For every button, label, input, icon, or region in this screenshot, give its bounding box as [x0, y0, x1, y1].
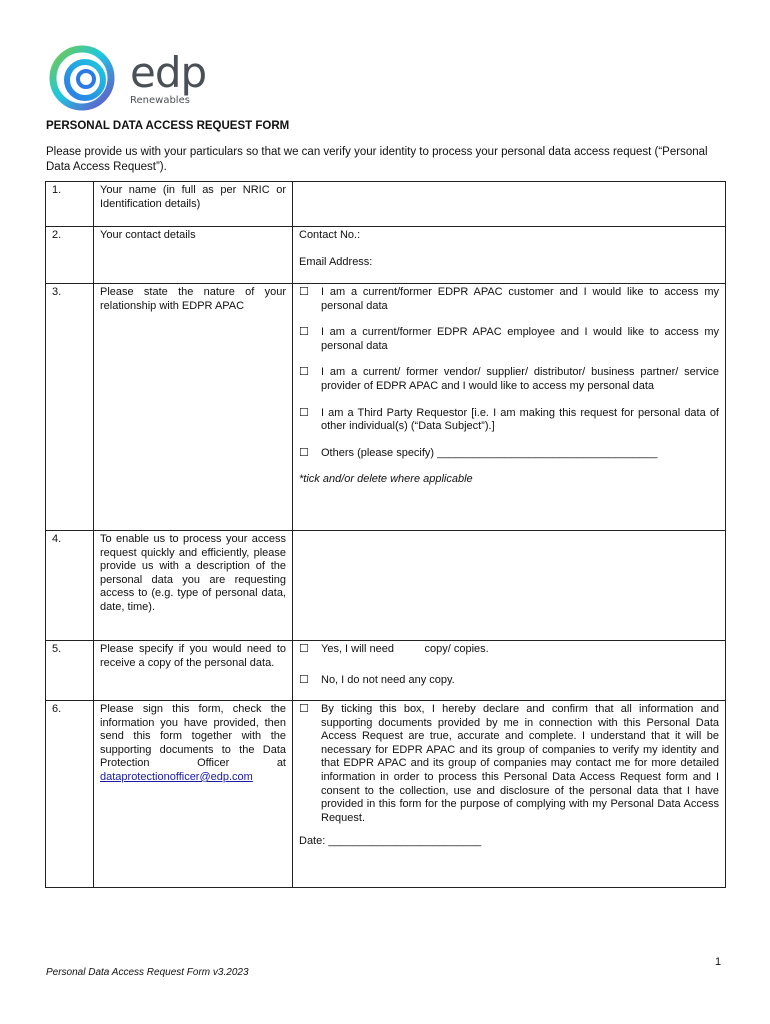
- row-label: Your name (in full as per NRIC or Identification details): [94, 182, 293, 227]
- email-address-label: Email Address:: [299, 255, 373, 268]
- declaration-text: By ticking this box, I hereby declare and confirm that all information and supporting documents provided by me in connection with this Personal Data Access Request are true, accurate and complete. I understand that it will be necessary for EDPR APAC and its group of companies to verify my identity and that EDPR APAC and its group of companies may contact me for more detailed information in order to process this Personal Data Access Request form and I consent to the collection, use and disclosure of the personal data that I have provided in this form for the purpose of complying with my Personal Data Access Request.: [321, 703, 719, 824]
- option-text: I am a current/former EDPR APAC employee and I would like to access my personal data: [321, 326, 719, 352]
- checkbox-icon[interactable]: ☐: [299, 446, 309, 459]
- sign-instruction: Please sign this form, check the information you have provided, then send this form together with the supporting documents to the Data Protection Officer at: [100, 703, 286, 770]
- logo-subtitle: Renewables: [130, 95, 190, 106]
- dpo-email-link[interactable]: dataprotectionofficer@edp.com: [100, 770, 253, 783]
- option-yes-copy[interactable]: [299, 643, 719, 657]
- declaration-option[interactable]: [299, 703, 719, 825]
- table-row: [46, 641, 726, 701]
- option-third-party[interactable]: [299, 407, 719, 434]
- request-form-table: [45, 181, 726, 888]
- row-number: 5.: [46, 641, 94, 701]
- date-field[interactable]: Date: _________________________: [299, 835, 482, 848]
- contact-number-label: Contact No.:: [299, 229, 361, 241]
- edp-renewables-logo: [46, 44, 206, 112]
- option-no-copy[interactable]: [299, 674, 719, 688]
- row-label: Please state the nature of your relationship with EDPR APAC: [94, 284, 293, 531]
- row-label: Your contact details: [94, 227, 293, 284]
- option-text: I am a current/former EDPR APAC customer and I would like to access my personal data: [321, 286, 719, 312]
- option-text: Yes, I will need copy/ copies.: [321, 643, 489, 655]
- edp-swirl-icon: [46, 44, 128, 112]
- contact-details-field[interactable]: [293, 227, 726, 284]
- logo-wordmark: edp: [130, 48, 207, 97]
- name-field[interactable]: [293, 182, 726, 227]
- form-title: PERSONAL DATA ACCESS REQUEST FORM: [46, 120, 290, 132]
- option-others[interactable]: [299, 447, 719, 461]
- tick-note: *tick and/or delete where applicable: [299, 473, 473, 486]
- table-row: [46, 227, 726, 284]
- table-row: [46, 182, 726, 227]
- table-row: [46, 284, 726, 531]
- option-customer[interactable]: [299, 286, 719, 313]
- data-description-field[interactable]: [293, 531, 726, 641]
- relationship-options: [293, 284, 726, 531]
- checkbox-icon[interactable]: ☐: [299, 673, 309, 686]
- option-text: I am a current/ former vendor/ supplier/ distributor/ business partner/ service provider of EDPR APAC and I would like to access my personal data: [321, 366, 719, 392]
- option-employee[interactable]: [299, 326, 719, 353]
- page-number: 1: [715, 956, 722, 968]
- row-number: 2.: [46, 227, 94, 284]
- checkbox-icon[interactable]: ☐: [299, 286, 309, 298]
- row-label: To enable us to process your access request quickly and efficiently, please provide us with a description of the personal data you are requesting access to (e.g. type of personal data, date, time).: [94, 531, 293, 641]
- checkbox-icon[interactable]: ☐: [299, 703, 309, 715]
- row-label: [94, 701, 293, 888]
- option-text: No, I do not need any copy.: [321, 673, 455, 686]
- row-number: 1.: [46, 182, 94, 227]
- declaration-cell: [293, 701, 726, 888]
- intro-paragraph: Please provide us with your particulars so that we can verify your identity to process your personal data access request (“Personal Data Access Request”).: [46, 146, 708, 173]
- table-row: [46, 531, 726, 641]
- row-label: Please specify if you would need to receive a copy of the personal data.: [94, 641, 293, 701]
- checkbox-icon[interactable]: ☐: [299, 643, 309, 655]
- footer-text: Personal Data Access Request Form v3.2023: [46, 967, 249, 978]
- option-vendor[interactable]: [299, 366, 719, 393]
- table-row: [46, 701, 726, 888]
- row-number: 4.: [46, 531, 94, 641]
- checkbox-icon[interactable]: ☐: [299, 326, 309, 339]
- checkbox-icon[interactable]: ☐: [299, 366, 309, 379]
- row-number: 3.: [46, 284, 94, 531]
- row-number: 6.: [46, 701, 94, 888]
- copy-options: [293, 641, 726, 701]
- checkbox-icon[interactable]: ☐: [299, 406, 309, 419]
- option-text: Others (please specify) ____________________________________: [321, 446, 658, 459]
- option-text: I am a Third Party Requestor [i.e. I am making this request for personal data of other individual(s) (“Data Subject”).]: [321, 406, 719, 433]
